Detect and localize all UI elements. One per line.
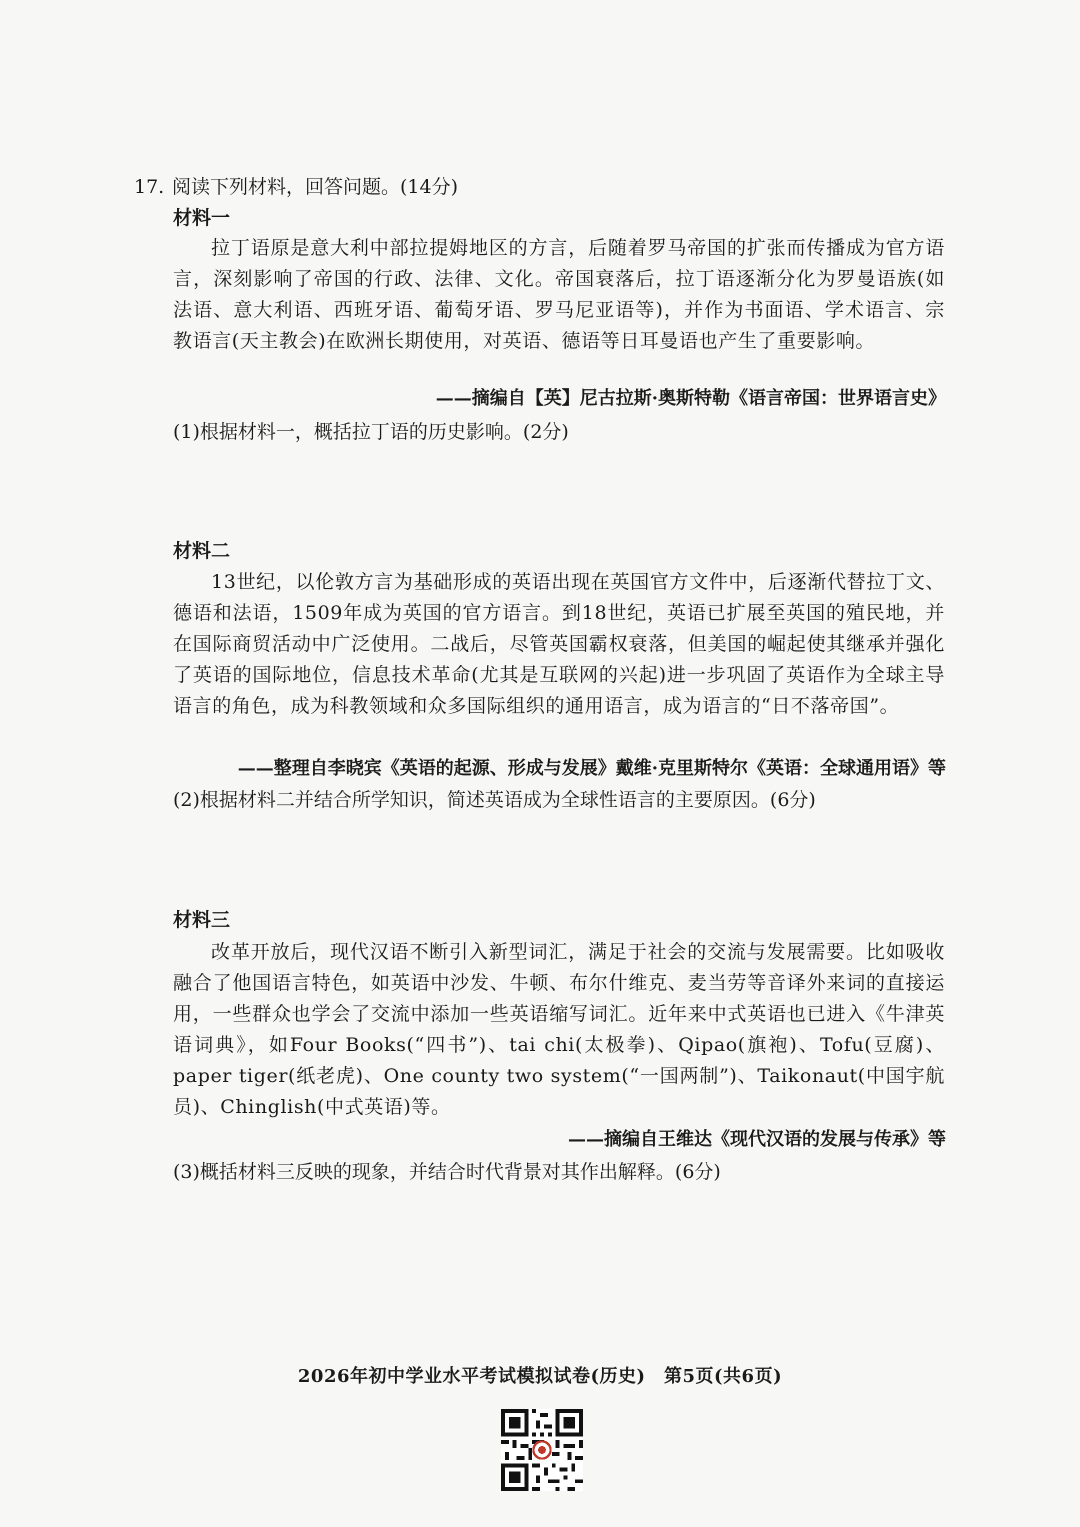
material2-source: ——整理自李晓宾《英语的起源、形成与发展》戴维·克里斯特尔《英语：全球通用语》等	[237, 758, 946, 779]
material3-text: 改革开放后，现代汉语不断引入新型词汇，满足于社会的交流与发展需要。比如吸收融合了他国语言特色，如英语中沙发、牛顿、布尔什维克、麦当劳等音译外来词的直接运用，一些群众也学会了交流中添加一些英语缩写词汇。近年来中式英语也已进入《牛津英语词典》，如Four Books(“四书”)、tai chi(太极拳)、Qipao(旗袍)、Tofu(豆腐)、paper tiger(纸老虎)、One county two system(“一国两制”)、Taikonaut(中国宇航员)、Chinglish(中式英语)等。	[173, 941, 945, 1118]
material3-source: ——摘编自王维达《现代汉语的发展与传承》等	[568, 1129, 946, 1150]
material2-question: (2)根据材料二并结合所学知识，简述英语成为全球性语言的主要原因。(6分)	[173, 789, 816, 811]
material2-title: 材料二	[173, 540, 231, 562]
material1-question: (1)根据材料一，概括拉丁语的历史影响。(2分)	[173, 421, 569, 443]
qr-code-icon	[501, 1409, 583, 1491]
material3-title: 材料三	[173, 909, 231, 931]
material1-title: 材料一	[173, 207, 231, 229]
question-header	[134, 174, 458, 200]
material3-question: (3)概括材料三反映的现象，并结合时代背景对其作出解释。(6分)	[173, 1161, 721, 1183]
question-prompt: 阅读下列材料，回答问题。(14分)	[172, 176, 459, 198]
material2-text: 13世纪，以伦敦方言为基础形成的英语出现在英国官方文件中，后逐渐代替拉丁文、德语和法语，1509年成为英国的官方语言。到18世纪，英语已扩展至英国的殖民地，并在国际商贸活动中广泛使用。二战后，尽管英国霸权衰落，但美国的崛起使其继承并强化了英语的国际地位，信息技术革命(尤其是互联网的兴起)进一步巩固了英语作为全球主导语言的角色，成为科教领域和众多国际组织的通用语言，成为语言的“日不落帝国”。	[173, 571, 945, 717]
material1-source: ——摘编自【英】尼古拉斯·奥斯特勒《语言帝国：世界语言史》	[435, 388, 946, 409]
page-footer: 2026年初中学业水平考试模拟试卷(历史) 第5页(共6页)	[297, 1366, 783, 1387]
question-number: 17.	[134, 176, 165, 198]
material1-text: 拉丁语原是意大利中部拉提姆地区的方言，后随着罗马帝国的扩张而传播成为官方语言，深刻影响了帝国的行政、法律、文化。帝国衰落后，拉丁语逐渐分化为罗曼语族(如法语、意大利语、西班牙语、葡萄牙语、罗马尼亚语等)，并作为书面语、学术语言、宗教语言(天主教会)在欧洲长期使用，对英语、德语等日耳曼语也产生了重要影响。	[173, 237, 945, 352]
